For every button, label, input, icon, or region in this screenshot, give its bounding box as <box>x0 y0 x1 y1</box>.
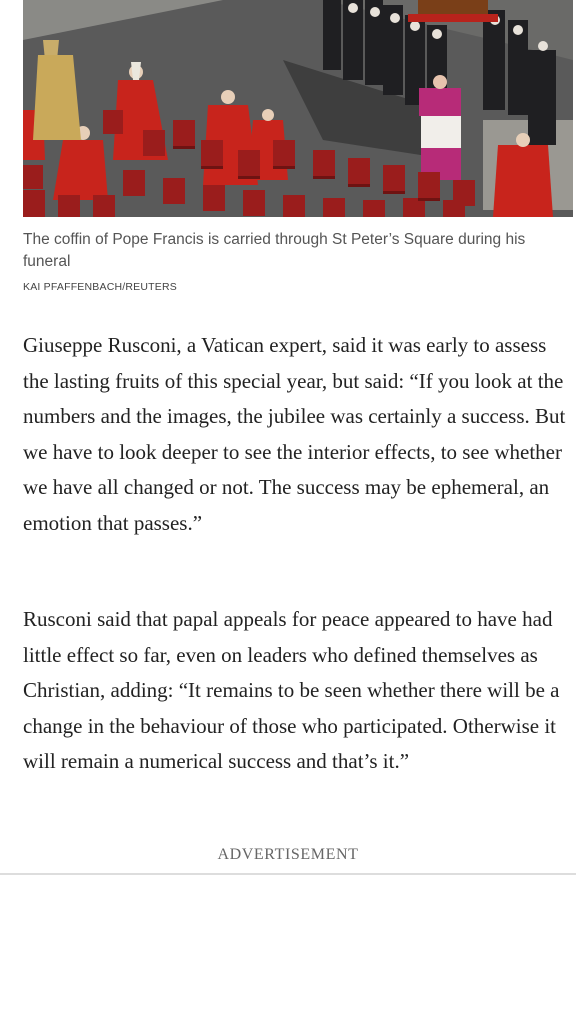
article-paragraph: Rusconi said that papal appeals for peace appeared to have had little effect so far, even on leaders who defined themselves as Christian, adding: “It remains to be seen whether there will be a change in the behaviour of those who participated. Otherwise it will remain a numerical success and that’s it.” <box>23 607 560 773</box>
advertisement-label: ADVERTISEMENT <box>217 846 359 863</box>
photo-credit: KAI PFAFFENBACH/REUTERS <box>23 281 177 293</box>
photo-caption: The coffin of Pope Francis is carried through St Peter’s Square during his funeral <box>23 231 526 270</box>
article-photo[interactable] <box>23 0 573 217</box>
article-paragraph: Giuseppe Rusconi, a Vatican expert, said it was early to assess the lasting fruits of this special year, but said: “If you look at the numbers and the images, the jubilee was certainly a success. But we have to look deeper to see the interior effects, to see whether we have all changed or not. The success may be ephemeral, an emotion that passes.” <box>23 333 566 535</box>
advertisement-divider <box>0 873 576 875</box>
funeral-photo-image <box>23 0 573 217</box>
advertisement-slot[interactable] <box>0 876 576 1024</box>
